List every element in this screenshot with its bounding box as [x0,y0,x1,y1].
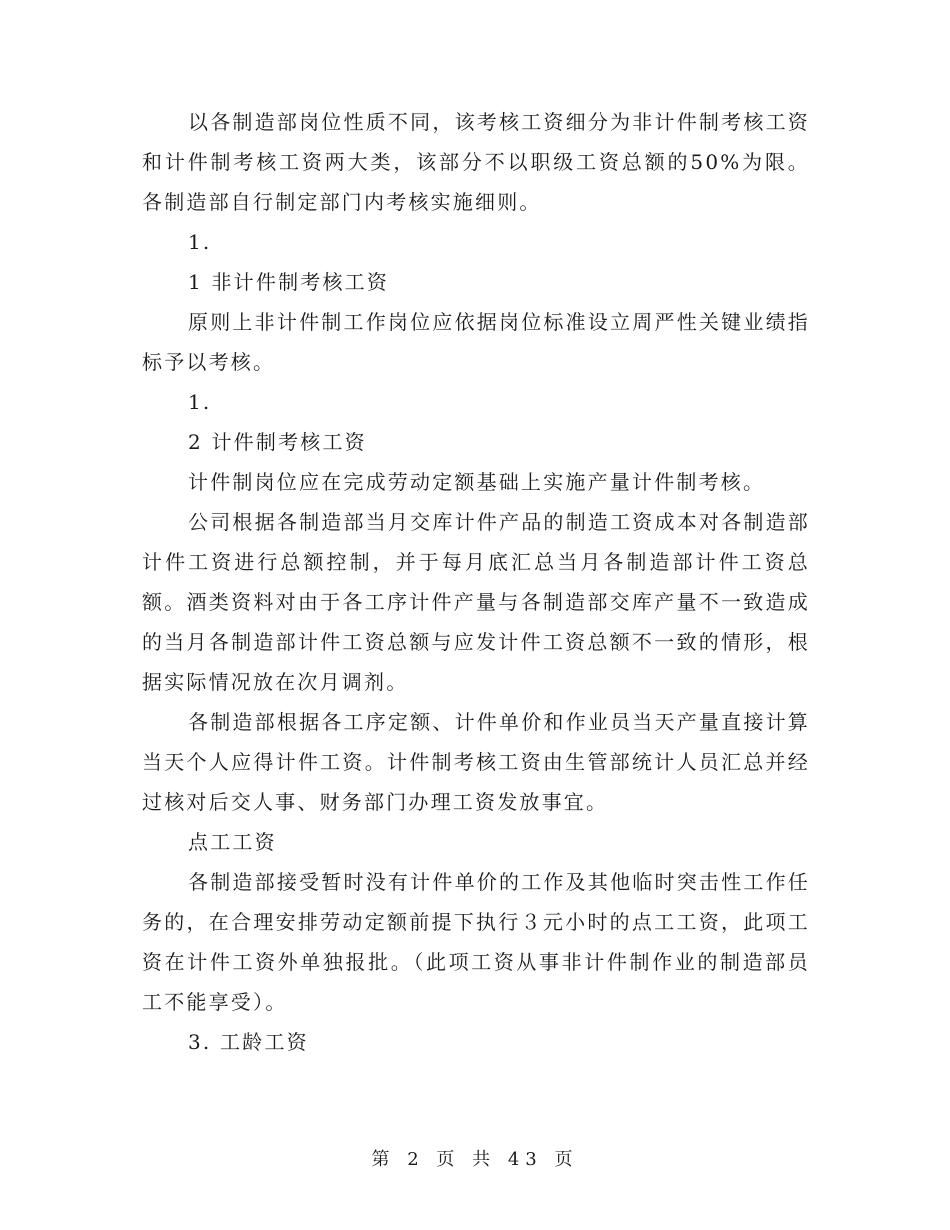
document-body [142,102,810,1062]
paragraph-total-control: 公司根据各制造部当月交库计件产品的制造工资成本对各制造部计件工资进行总额控制，并于每月底汇总当月各制造部计件工资总额。酒类资料对由于各工序计件产量与各制造部交库产量不一致造成的当月各制造部计件工资总额与应发计件工资总额不一致的情形，根据实际情况放在次月调剂。 [142,510,810,694]
section-heading-non-piecework: 1 非计件制考核工资 [188,270,390,294]
paragraph-non-piecework: 原则上非计件制工作岗位应依据岗位标准设立周严性关键业绩指标予以考核。 [142,310,810,374]
paragraph-piecework-quota: 计件制岗位应在完成劳动定额基础上实施产量计件制考核。 [188,470,766,494]
paragraph-hourly-wage: 各制造部接受暂时没有计件单价的工作及其他临时突击性工作任务的，在合理安排劳动定额前提下执行３元小时的点工工资，此项工资在计件工资外单独报批。（此项工资从事非计件制作业的制造部员工不能享受）。 [142,870,810,1014]
section-number: 1. [188,230,212,254]
section-heading-seniority-wage: 3. 工龄工资 [188,1030,309,1054]
section-heading-piecework: 2 计件制考核工资 [188,430,367,454]
page-number-footer: 第 2 页 共 43 页 [371,1149,579,1170]
section-heading-hourly-wage: 点工工资 [188,830,277,854]
paragraph-daily-calculation: 各制造部根据各工序定额、计件单价和作业员当天产量直接计算当天个人应得计件工资。计件制考核工资由生管部统计人员汇总并经过核对后交人事、财务部门办理工资发放事宜。 [142,710,810,814]
paragraph-assessment-intro: 以各制造部岗位性质不同，该考核工资细分为非计件制考核工资和计件制考核工资两大类，该部分不以职级工资总额的50%为限。各制造部自行制定部门内考核实施细则。 [142,110,810,214]
section-number: 1. [188,390,212,414]
